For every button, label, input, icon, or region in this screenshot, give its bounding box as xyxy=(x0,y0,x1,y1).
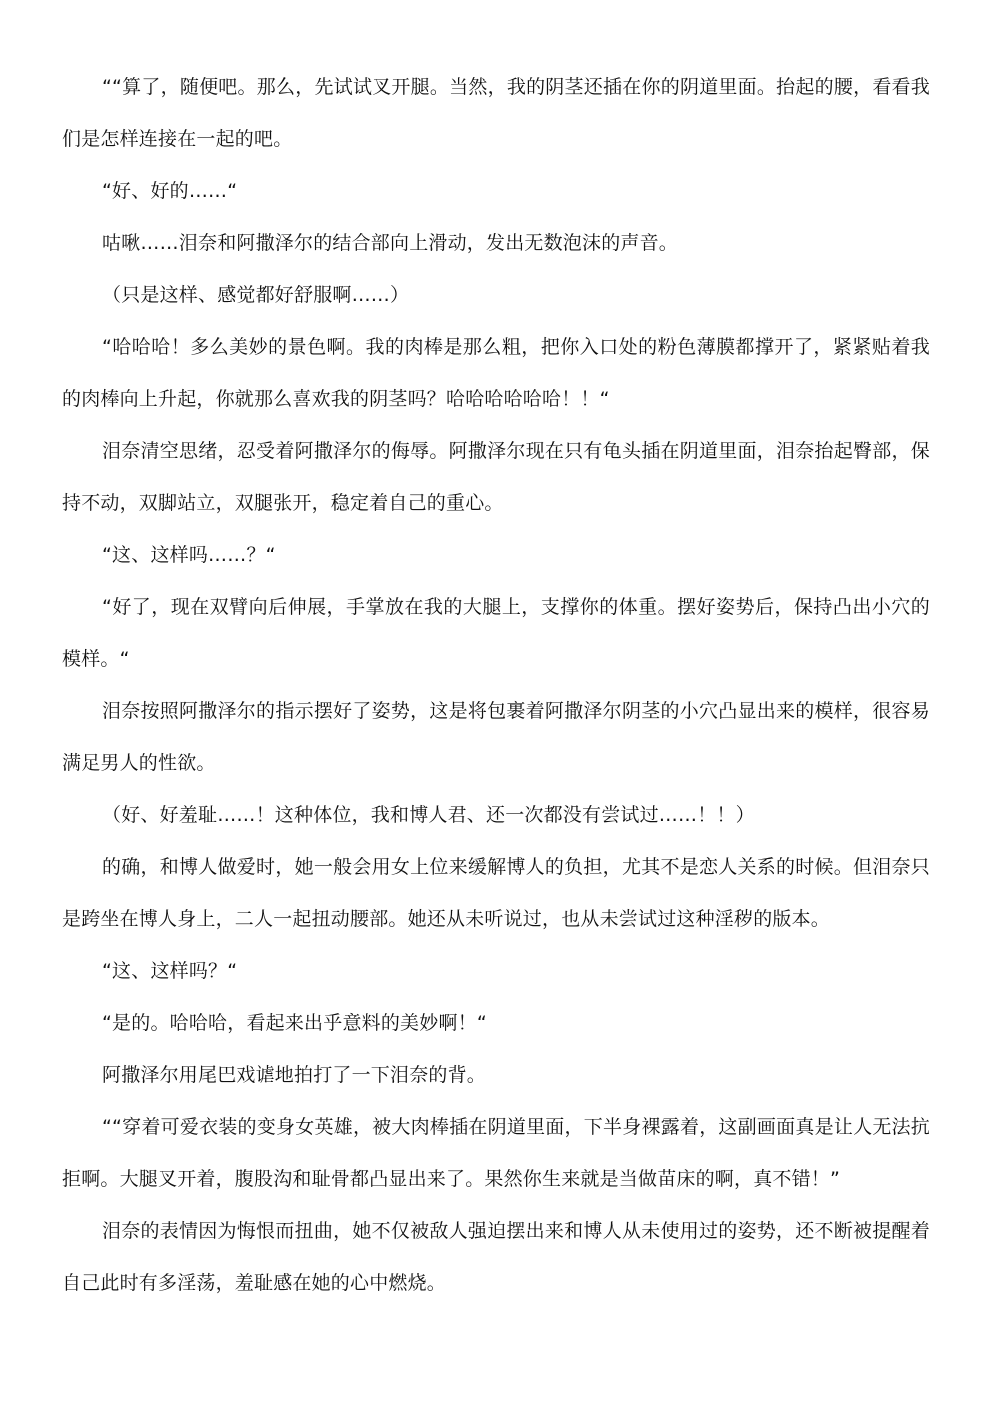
paragraph: ““穿着可爱衣装的变身女英雄，被大肉棒插在阴道里面，下半身裸露着，这副画面真是让人无法抗拒啊。大腿叉开着，腹股沟和耻骨都凸显出来了。果然你生来就是当做苗床的啊，真不错！” xyxy=(62,1116,930,1190)
paragraph: “哈哈哈！多么美妙的景色啊。我的肉棒是那么粗，把你入口处的粉色薄膜都撑开了，紧紧贴着我的肉棒向上升起，你就那么喜欢我的阴茎吗？哈哈哈哈哈哈！！“ xyxy=(62,336,930,410)
paragraph: “这、这样吗……？“ xyxy=(102,544,276,566)
paragraph: “好、好的……“ xyxy=(102,180,238,202)
paragraph: （好、好羞耻……！这种体位，我和博人君、还一次都没有尝试过……！！） xyxy=(102,804,755,826)
paragraph: 咕啾……泪奈和阿撒泽尔的结合部向上滑动，发出无数泡沫的声音。 xyxy=(102,232,679,254)
paragraph: 泪奈按照阿撒泽尔的指示摆好了姿势，这是将包裹着阿撒泽尔阴茎的小穴凸显出来的模样，很容易满足男人的性欲。 xyxy=(62,700,930,774)
paragraph: （只是这样、感觉都好舒服啊……） xyxy=(102,284,410,306)
paragraph: 阿撒泽尔用尾巴戏谑地拍打了一下泪奈的背。 xyxy=(102,1064,487,1086)
paragraph: “好了，现在双臂向后伸展，手掌放在我的大腿上，支撑你的体重。摆好姿势后，保持凸出小穴的模样。“ xyxy=(62,596,930,670)
paragraph: “这、这样吗？“ xyxy=(102,960,238,982)
paragraph: 泪奈清空思绪，忍受着阿撒泽尔的侮辱。阿撒泽尔现在只有龟头插在阴道里面，泪奈抬起臀部，保持不动，双脚站立，双腿张开，稳定着自己的重心。 xyxy=(62,440,930,514)
document-page xyxy=(62,61,930,1309)
paragraph: 的确，和博人做爱时，她一般会用女上位来缓解博人的负担，尤其不是恋人关系的时候。但泪奈只是跨坐在博人身上，二人一起扭动腰部。她还从未听说过，也从未尝试过这种淫秽的版本。 xyxy=(62,856,930,930)
paragraph: “是的。哈哈哈，看起来出乎意料的美妙啊！“ xyxy=(102,1012,487,1034)
paragraph: 泪奈的表情因为悔恨而扭曲，她不仅被敌人强迫摆出来和博人从未使用过的姿势，还不断被提醒着自己此时有多淫荡，羞耻感在她的心中燃烧。 xyxy=(62,1220,930,1294)
paragraph: ““算了，随便吧。那么，先试试叉开腿。当然，我的阴茎还插在你的阴道里面。抬起的腰，看看我们是怎样连接在一起的吧。 xyxy=(62,76,930,150)
